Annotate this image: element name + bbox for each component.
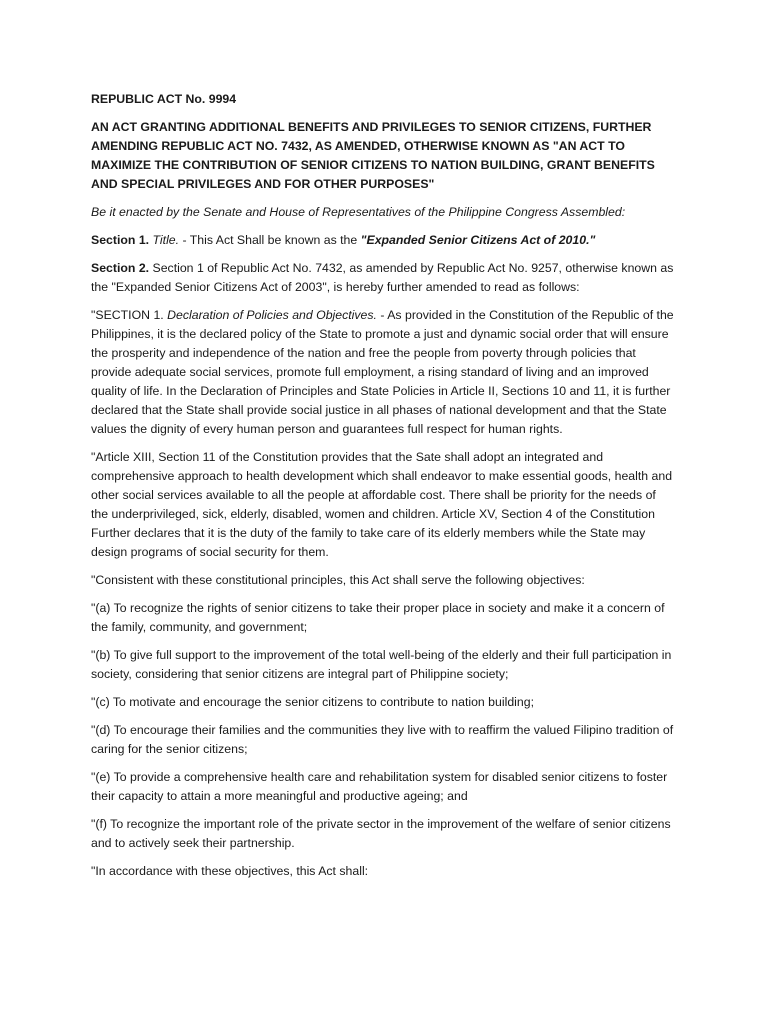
objective-c: "(c) To motivate and encourage the senior citizens to contribute to nation building; bbox=[91, 695, 534, 709]
section-1-title: Title. bbox=[152, 233, 180, 247]
declaration-prefix: "SECTION 1. bbox=[91, 308, 168, 322]
objective-e: "(e) To provide a comprehensive health care and rehabilitation system for disabled senior citizens to foster their capacity to attain a more meaningful and productive ageing; and bbox=[91, 770, 668, 803]
declaration-of-policies bbox=[91, 306, 676, 439]
objective-b: "(b) To give full support to the improvement of the total well-being of the elderly and their full participation in society, considering that senior citizens are integral part of Philippine society; bbox=[91, 648, 672, 681]
objective-a: "(a) To recognize the rights of senior citizens to take their proper place in society and make it a concern of the family, community, and government; bbox=[91, 601, 665, 634]
act-title: AN ACT GRANTING ADDITIONAL BENEFITS AND PRIVILEGES TO SENIOR CITIZENS, FURTHER AMENDING REPUBLIC ACT NO. 7432, AS AMENDED, OTHERWISE KNOWN AS "AN ACT TO MAXIMIZE THE CONTRIBUTION OF SENIOR CITIZENS TO NATION BUILDING, GRANT BENEFITS AND SPECIAL PRIVILEGES AND FOR OTHER PURPOSES" bbox=[91, 120, 655, 191]
section-1-text: - This Act Shall be known as the bbox=[179, 233, 361, 247]
objective-d: "(d) To encourage their families and the communities they live with to reaffirm the valued Filipino tradition of caring for the senior citizens; bbox=[91, 723, 674, 756]
objectives-intro: "Consistent with these constitutional principles, this Act shall serve the following objectives: bbox=[91, 573, 585, 587]
enacting-clause: Be it enacted by the Senate and House of Representatives of the Philippine Congress Assembled: bbox=[91, 205, 626, 219]
closing-statement: "In accordance with these objectives, this Act shall: bbox=[91, 864, 369, 878]
objective-f: "(f) To recognize the important role of the private sector in the improvement of the welfare of senior citizens and to actively seek their partnership. bbox=[91, 817, 671, 850]
section-1-label: Section 1. bbox=[91, 233, 150, 247]
section-2-text: Section 1 of Republic Act No. 7432, as amended by Republic Act No. 9257, otherwise known as the "Expanded Senior Citizens Act of 2003", is hereby further amended to read as follows: bbox=[91, 261, 674, 294]
act-number-heading: REPUBLIC ACT No. 9994 bbox=[91, 92, 237, 106]
section-2 bbox=[91, 259, 676, 297]
section-1 bbox=[91, 231, 676, 250]
declaration-title: Declaration of Policies and Objectives. bbox=[167, 308, 377, 322]
section-2-label: Section 2. bbox=[91, 261, 150, 275]
section-1-short-title: "Expanded Senior Citizens Act of 2010." bbox=[360, 233, 596, 247]
article-xiii-paragraph: "Article XIII, Section 11 of the Constitution provides that the Sate shall adopt an integrated and comprehensive approach to health development which shall endeavor to make essential goods, health and other social services available to all the people at affordable cost. There shall be priority for the needs of the underprivileged, sick, elderly, disabled, women and children. Article XV, Section 4 of the Constitution Further declares that it is the duty of the family to take care of its elderly members while the State may design programs of social security for them. bbox=[91, 450, 673, 559]
declaration-text: - As provided in the Constitution of the Republic of the Philippines, it is the declared policy of the State to promote a just and dynamic social order that will ensure the prosperity and independence of the nation and free the people from poverty through policies that provide adequate social services, promote full employment, a rising standard of living and an improved quality of life. In the Declaration of Principles and State Policies in Article II, Sections 10 and 11, it is further declared that the State shall provide social justice in all phases of national development and that the State values the dignity of every human person and guarantees full respect for human rights. bbox=[91, 308, 674, 436]
